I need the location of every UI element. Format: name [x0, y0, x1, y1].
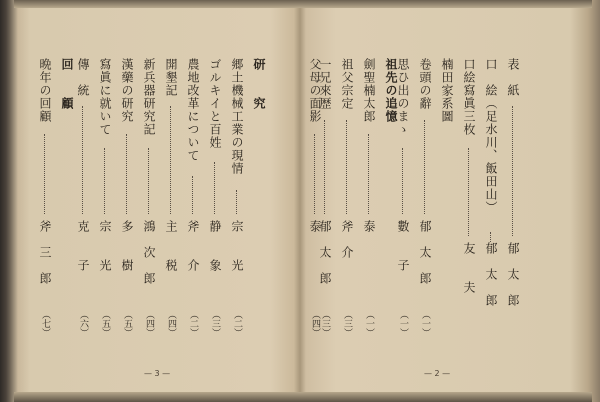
entry-title: ゴルキイと百姓: [208, 58, 222, 149]
entry-page-number: （三）: [210, 310, 220, 337]
entry-author: 泰: [362, 220, 376, 233]
entry-author: 友 夫: [462, 242, 476, 294]
page-edge-bottom: [14, 392, 592, 402]
entry-page-number: （三）: [320, 310, 330, 337]
toc-entry: [338, 10, 356, 337]
entry-author: 克 子: [76, 220, 90, 272]
page-folio: — 3 —: [144, 369, 171, 378]
entry-title: 寫眞に就いて: [98, 58, 112, 136]
entry-title: 卷頭の辭: [418, 58, 432, 110]
leader-dots: [314, 134, 315, 214]
entry-title: 郷土機械工業の現情: [230, 58, 244, 175]
toc-entry: [306, 10, 324, 337]
entry-author: 郁 太 郎: [484, 242, 498, 307]
toc-entry: [438, 10, 456, 310]
entry-page-number: （二）: [188, 310, 198, 337]
entry-author: 泰: [308, 220, 322, 233]
entry-title: 劍聖楠太郎: [362, 58, 376, 123]
leader-dots: [170, 106, 171, 214]
toc-entry: [162, 10, 180, 337]
entry-title: 漢藥の研究: [120, 58, 134, 123]
leader-dots: [126, 134, 127, 214]
entry-page-number: （六）: [78, 310, 88, 337]
entry-title: 農地改革について: [186, 58, 200, 162]
entry-page-number: （四）: [144, 310, 154, 337]
entry-author: 斧 三 郎: [38, 220, 52, 285]
toc-entry: [74, 10, 92, 337]
entry-page-number: （七）: [40, 310, 50, 337]
toc-entry: [228, 10, 246, 337]
leader-dots: [402, 148, 403, 214]
leader-dots: [214, 162, 215, 214]
leader-dots: [44, 134, 45, 214]
toc-entry: [36, 10, 54, 337]
entry-page-number: （四）: [166, 310, 176, 337]
entry-title: 祖父宗定: [340, 58, 354, 110]
toc-entry: [184, 10, 202, 337]
leader-dots: [512, 106, 513, 236]
entry-page-number: （二）: [232, 310, 242, 337]
leader-dots: [490, 232, 491, 242]
entry-title: 新兵器研究記: [142, 58, 156, 136]
leader-dots: [324, 120, 325, 214]
entry-title: 傳 統: [76, 58, 90, 97]
toc-entry: [118, 10, 136, 337]
entry-author: 數 子: [396, 220, 410, 272]
toc-entry: [140, 10, 158, 337]
leader-dots: [236, 190, 237, 214]
leader-dots: [148, 148, 149, 214]
entry-title: 口 絵（足水川、飯田山）: [484, 58, 498, 214]
leader-dots: [104, 148, 105, 214]
entry-author: 主 税: [164, 220, 178, 272]
entry-page-number: （一）: [364, 310, 374, 337]
section-heading-text: 祖先の追憶: [384, 58, 398, 123]
leader-dots: [424, 120, 425, 214]
entry-title: 思ひ出のまゝ: [396, 58, 410, 136]
entry-title: 晩年の回顧: [38, 58, 52, 123]
toc-entry: [504, 10, 522, 310]
leader-dots: [368, 134, 369, 214]
toc-entry: [96, 10, 114, 337]
entry-author: 宗 光: [98, 220, 112, 272]
entry-author: 斧 介: [340, 220, 354, 259]
right-page: [306, 10, 586, 390]
entry-page-number: （一）: [420, 310, 430, 337]
toc-entry: [460, 10, 478, 310]
leader-dots: [346, 120, 347, 214]
entry-title: 表 紙: [506, 58, 520, 97]
entry-page-number: （五）: [100, 310, 110, 337]
entry-title: 開墾記: [164, 58, 178, 97]
entry-author: 郁 太 郎: [418, 220, 432, 285]
entry-page-number: （三）: [342, 310, 352, 337]
toc-entry: [482, 10, 500, 310]
entry-author: 郁 太 郎: [506, 242, 520, 307]
entry-title: 一兄來歴: [318, 58, 332, 110]
entry-page-number: （五）: [122, 310, 132, 337]
entry-author: 鴻 次 郎: [142, 220, 156, 285]
entry-author: 静 象: [208, 220, 222, 272]
entry-title: 口絵寫眞三枚: [462, 58, 476, 136]
toc-entry: [416, 10, 434, 337]
section-heading: [250, 10, 268, 310]
entry-title: 楠田家系圖: [440, 58, 454, 123]
section-heading-text: 回 顧: [60, 58, 74, 110]
page-folio: — 2 —: [424, 369, 451, 378]
left-page: [18, 10, 292, 390]
section-heading: [58, 10, 76, 310]
entry-author: 郁 太 郎: [318, 220, 332, 285]
leader-dots: [192, 176, 193, 214]
leader-dots: [82, 106, 83, 214]
toc-entry: [206, 10, 224, 337]
entry-title: 父母の面影: [308, 58, 322, 123]
entry-page-number: （一）: [398, 310, 408, 337]
entry-page-number: （四）: [310, 310, 320, 337]
entry-author: 斧 介: [186, 220, 200, 272]
page-edge-top: [14, 0, 592, 8]
leader-dots: [468, 148, 469, 236]
section-heading-text: 研 究: [252, 58, 266, 110]
section-heading: [382, 10, 400, 310]
entry-author: 宗 光: [230, 220, 244, 272]
toc-entry: [360, 10, 378, 337]
entry-author: 多 樹: [120, 220, 134, 272]
